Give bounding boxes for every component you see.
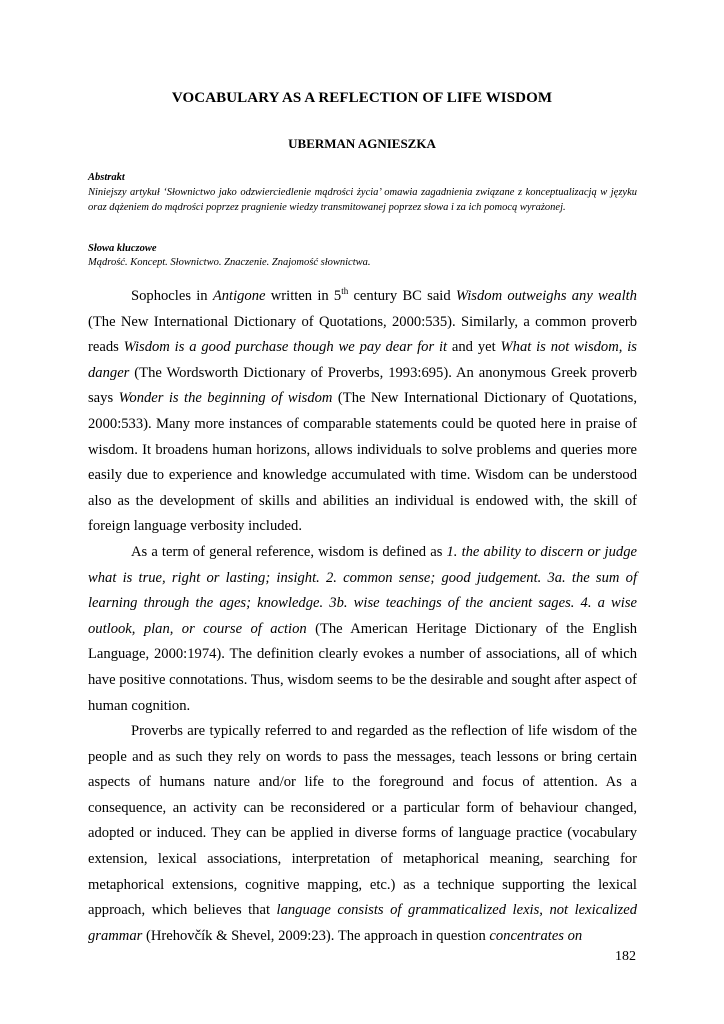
- italic-run: What is not wisdom, is danger: [88, 339, 637, 381]
- italic-run: 1. the ability to discern or judge what is true, right or lasting; insight. 2. common sense; good judgement. 3a. the sum of learning through the ages; knowledge. 3b. wise teachings of the ancient sages. 4. a wise outlook, plan, or course of action: [88, 543, 637, 637]
- text-run: (The New International Dictionary of Quotations, 2000:535). Similarly, a common proverb reads: [88, 313, 637, 356]
- text-run: and yet: [447, 339, 501, 356]
- italic-run: language consists of grammaticalized lexis, not lexicalized grammar: [88, 902, 637, 944]
- paragraph-3: [88, 719, 637, 949]
- text-run: written in 5: [265, 288, 342, 304]
- italic-run: Antigone: [212, 288, 266, 304]
- text-run: (The American Heritage Dictionary of the English Language, 2000:1974). The definition clearly evokes a number of associations, all of which have positive connotations. Thus, wisdom seems to be the desirable and sought after aspect of human cognition.: [88, 620, 637, 714]
- paragraph-1: [88, 284, 637, 540]
- text-run: (The Wordsworth Dictionary of Proverbs, 1993:695). An anonymous Greek proverb says: [88, 364, 637, 407]
- text-run: Proverbs are typically referred to and regarded as the reflection of life wisdom of the people and as such they rely on words to pass the messages, teach lessons or bring certain aspects of humans nature and/or life to the foreground and focus of attention. As a consequence, an activity can be reconsidered or a particular form of behaviour changed, adopted or induced. They can be applied in diverse forms of language practice (vocabulary extension, lexical associations, interpretation of metaphorical meaning, searching for metaphorical extensions, cognitive mapping, etc.) as a technique supporting the lexical approach, which believes that: [88, 723, 637, 919]
- italic-run: concentrates on: [489, 927, 583, 944]
- author-name: UBERMAN AGNIESZKA: [288, 136, 436, 151]
- italic-run: Wonder is the beginning of wisdom: [118, 390, 333, 407]
- italic-run: Wisdom is a good purchase though we pay dear for it: [123, 339, 448, 356]
- superscript: th: [341, 286, 349, 297]
- text-run: century BC said: [348, 288, 456, 304]
- text-run: As a term of general reference, wisdom is defined as: [131, 543, 447, 560]
- paragraph-2: [88, 540, 637, 719]
- abstract-text: Niniejszy artykuł ‘Słownictwo jako odzwierciedlenie mądrości życia’ omawia zagadnienia związane z konceptualizacją w języku oraz dążeniem do mądrości poprzez pragnienie wiedzy transmitowanej poprzez słowa i za ich pomocą wyrażonej.: [88, 187, 637, 213]
- italic-run: Wisdom outweighs any wealth: [455, 288, 637, 304]
- page-number: 182: [615, 949, 636, 964]
- abstract-heading: Abstrakt: [88, 172, 125, 183]
- keywords-heading: Słowa kluczowe: [88, 243, 157, 254]
- paper-title: VOCABULARY AS A REFLECTION OF LIFE WISDOM: [171, 90, 553, 106]
- text-run: Sophocles in: [131, 288, 213, 304]
- body-text: [88, 284, 637, 949]
- text-run: (Hrehovčík & Shevel, 2009:23). The approach in question: [142, 927, 490, 944]
- keywords-text: Mądrość. Koncept. Słownictwo. Znaczenie. Znajomość słownictwa.: [88, 257, 371, 268]
- text-run: (The New International Dictionary of Quotations, 2000:533). Many more instances of comparable statements could be quoted here in praise of wisdom. It broadens human horizons, allows individuals to solve problems and queries more easily due to experience and knowledge accumulated with time. Wisdom can be understood also as the development of skills and abilities an individual is endowed with, the skill of foreign language verbosity included.: [88, 390, 637, 535]
